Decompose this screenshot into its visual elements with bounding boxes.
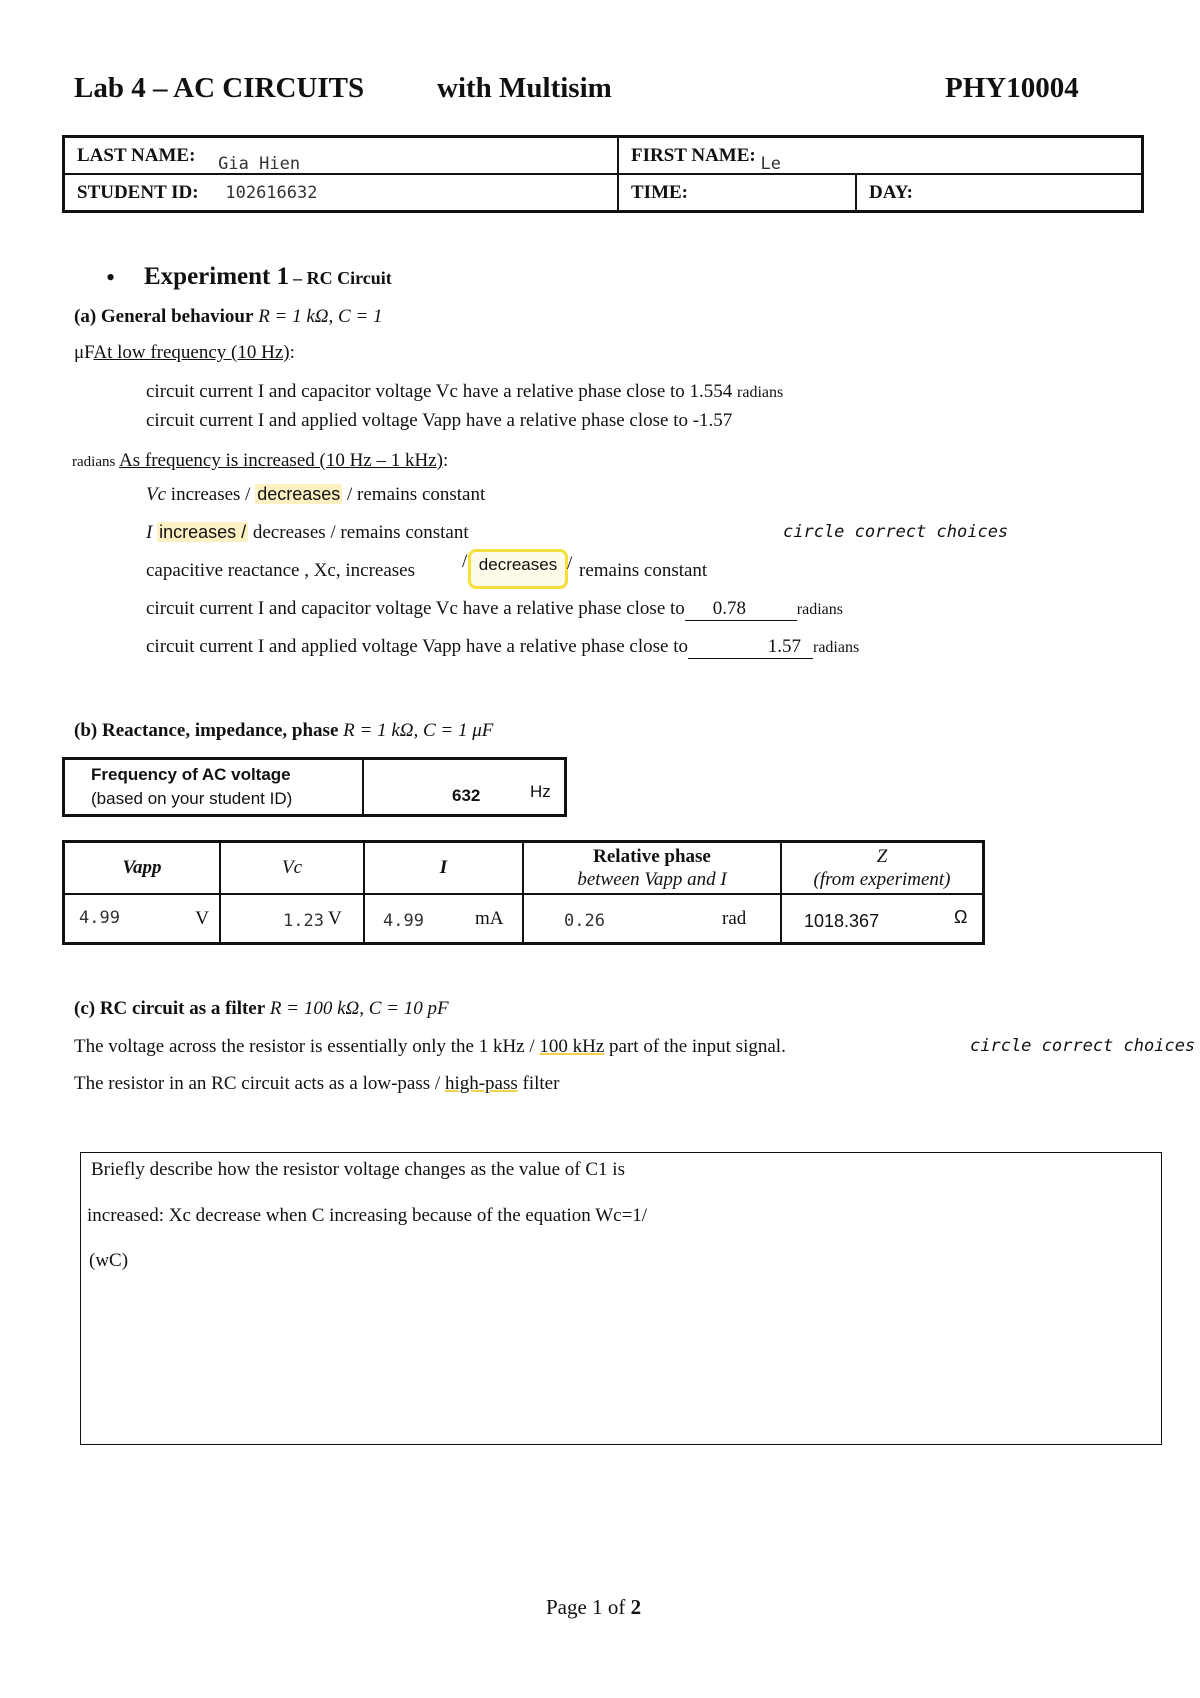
xc-selected-choice: decreases [468, 549, 568, 589]
title-with: with Multisim [437, 72, 612, 104]
student-id-value: 102616632 [225, 182, 318, 203]
frequency-label-cell: Frequency of AC voltage (based on your student ID) [64, 759, 364, 816]
header-vc: Vc [220, 842, 364, 894]
frequency-value: 632 [452, 786, 481, 805]
filter-type-choice: high-pass [444, 1073, 518, 1094]
experiment-bullet: • [106, 263, 116, 292]
vc-selected-choice: decreases [257, 484, 341, 504]
answer-line-1: increased: Xc decrease when C increasing because of the equation Wc=1/ [87, 1205, 648, 1226]
frequency-table [62, 757, 567, 817]
header-vapp: Vapp [64, 842, 221, 894]
xc-rest: remains constant [579, 560, 708, 581]
experiment-heading: Experiment 1 – RC Circuit [144, 263, 392, 290]
frequency-value-cell [363, 759, 566, 816]
phase-vapp-answer: 1.57 [688, 636, 813, 659]
student-info-table [62, 135, 1144, 213]
header-i: I [364, 842, 523, 894]
i-selected-choice: increases / [159, 522, 247, 542]
day-cell: DAY: [856, 174, 1143, 212]
filter-type-line: The resistor in an RC circuit acts as a low-pass / high-pass filter [74, 1073, 560, 1094]
first-name-value: Le [760, 153, 781, 174]
phase-i-vapp-high: circuit current I and applied voltage Vapp have a relative phase close to 1.57 radians [146, 636, 860, 657]
title-topic: AC CIRCUITS [173, 72, 365, 104]
phase-i-vc-high: circuit current I and capacitor voltage Vc have a relative phase close to 0.78 radians [146, 598, 843, 619]
xc-slash-1: / [462, 551, 468, 572]
header-relative-phase: Relative phase between Vapp and I [523, 842, 781, 894]
measurements-table [62, 840, 985, 945]
low-frequency-line: μFAt low frequency (10 Hz): [74, 342, 295, 363]
i-choice-line: I increases / decreases / remains constant [146, 522, 469, 543]
circle-note-a: circle correct choices [783, 522, 1009, 542]
value-i-cell: 4.99 mA [364, 894, 523, 944]
value-z-cell: 1018.367 Ω [781, 894, 984, 944]
value-phase-cell: 0.26 rad [523, 894, 781, 944]
value-vc-cell: 1.23 V [220, 894, 364, 944]
phase-i-vapp-low: circuit current I and applied voltage Vapp have a relative phase close to -1.57 [146, 410, 733, 431]
xc-slash-2: / [567, 553, 573, 574]
doc-title [74, 72, 364, 105]
filter-frequency-line: The voltage across the resistor is essentially only the 1 kHz / 100 kHz part of the input signal. [74, 1036, 786, 1057]
last-name-cell: LAST NAME: Gia Hien [64, 137, 619, 175]
part-b-heading: (b) Reactance, impedance, phase R = 1 kΩ, C = 1 μF [74, 720, 494, 741]
student-id-cell: STUDENT ID: 102616632 [64, 174, 619, 212]
frequency-unit: Hz [530, 782, 551, 801]
header-impedance: Z (from experiment) [781, 842, 984, 894]
last-name-value: Gia Hien [218, 153, 301, 174]
part-c-heading: (c) RC circuit as a filter R = 100 kΩ, C = 10 pF [74, 998, 449, 1019]
filter-frequency-choice: 100 kHz [539, 1036, 605, 1057]
phase-vc-answer: 0.78 [685, 598, 797, 621]
answer-prompt: Briefly describe how the resistor voltage changes as the value of C1 is [91, 1159, 625, 1180]
time-cell: TIME: [618, 174, 856, 212]
phase-i-vc-low: circuit current I and capacitor voltage Vc have a relative phase close to 1.554 radians [146, 381, 784, 402]
answer-line-2: (wC) [89, 1250, 129, 1271]
part-a-heading: (a) General behaviour R = 1 kΩ, C = 1 [74, 306, 383, 327]
increase-frequency-line: radians As frequency is increased (10 Hz – 1 kHz): [72, 450, 449, 471]
xc-choice-line: capacitive reactance , Xc, increases [146, 560, 415, 581]
title-lab: Lab 4 – [74, 72, 168, 104]
first-name-cell: FIRST NAME: Le [618, 137, 1143, 175]
page-number: Page 1 of 2 [546, 1595, 642, 1619]
value-vapp-cell: 4.99 V [64, 894, 221, 944]
course-code: PHY10004 [945, 72, 1079, 104]
vc-choice-line: Vc increases / decreases / remains constant [146, 484, 486, 505]
circle-note-c: circle correct choices [970, 1036, 1196, 1056]
answer-box[interactable] [80, 1152, 1162, 1445]
